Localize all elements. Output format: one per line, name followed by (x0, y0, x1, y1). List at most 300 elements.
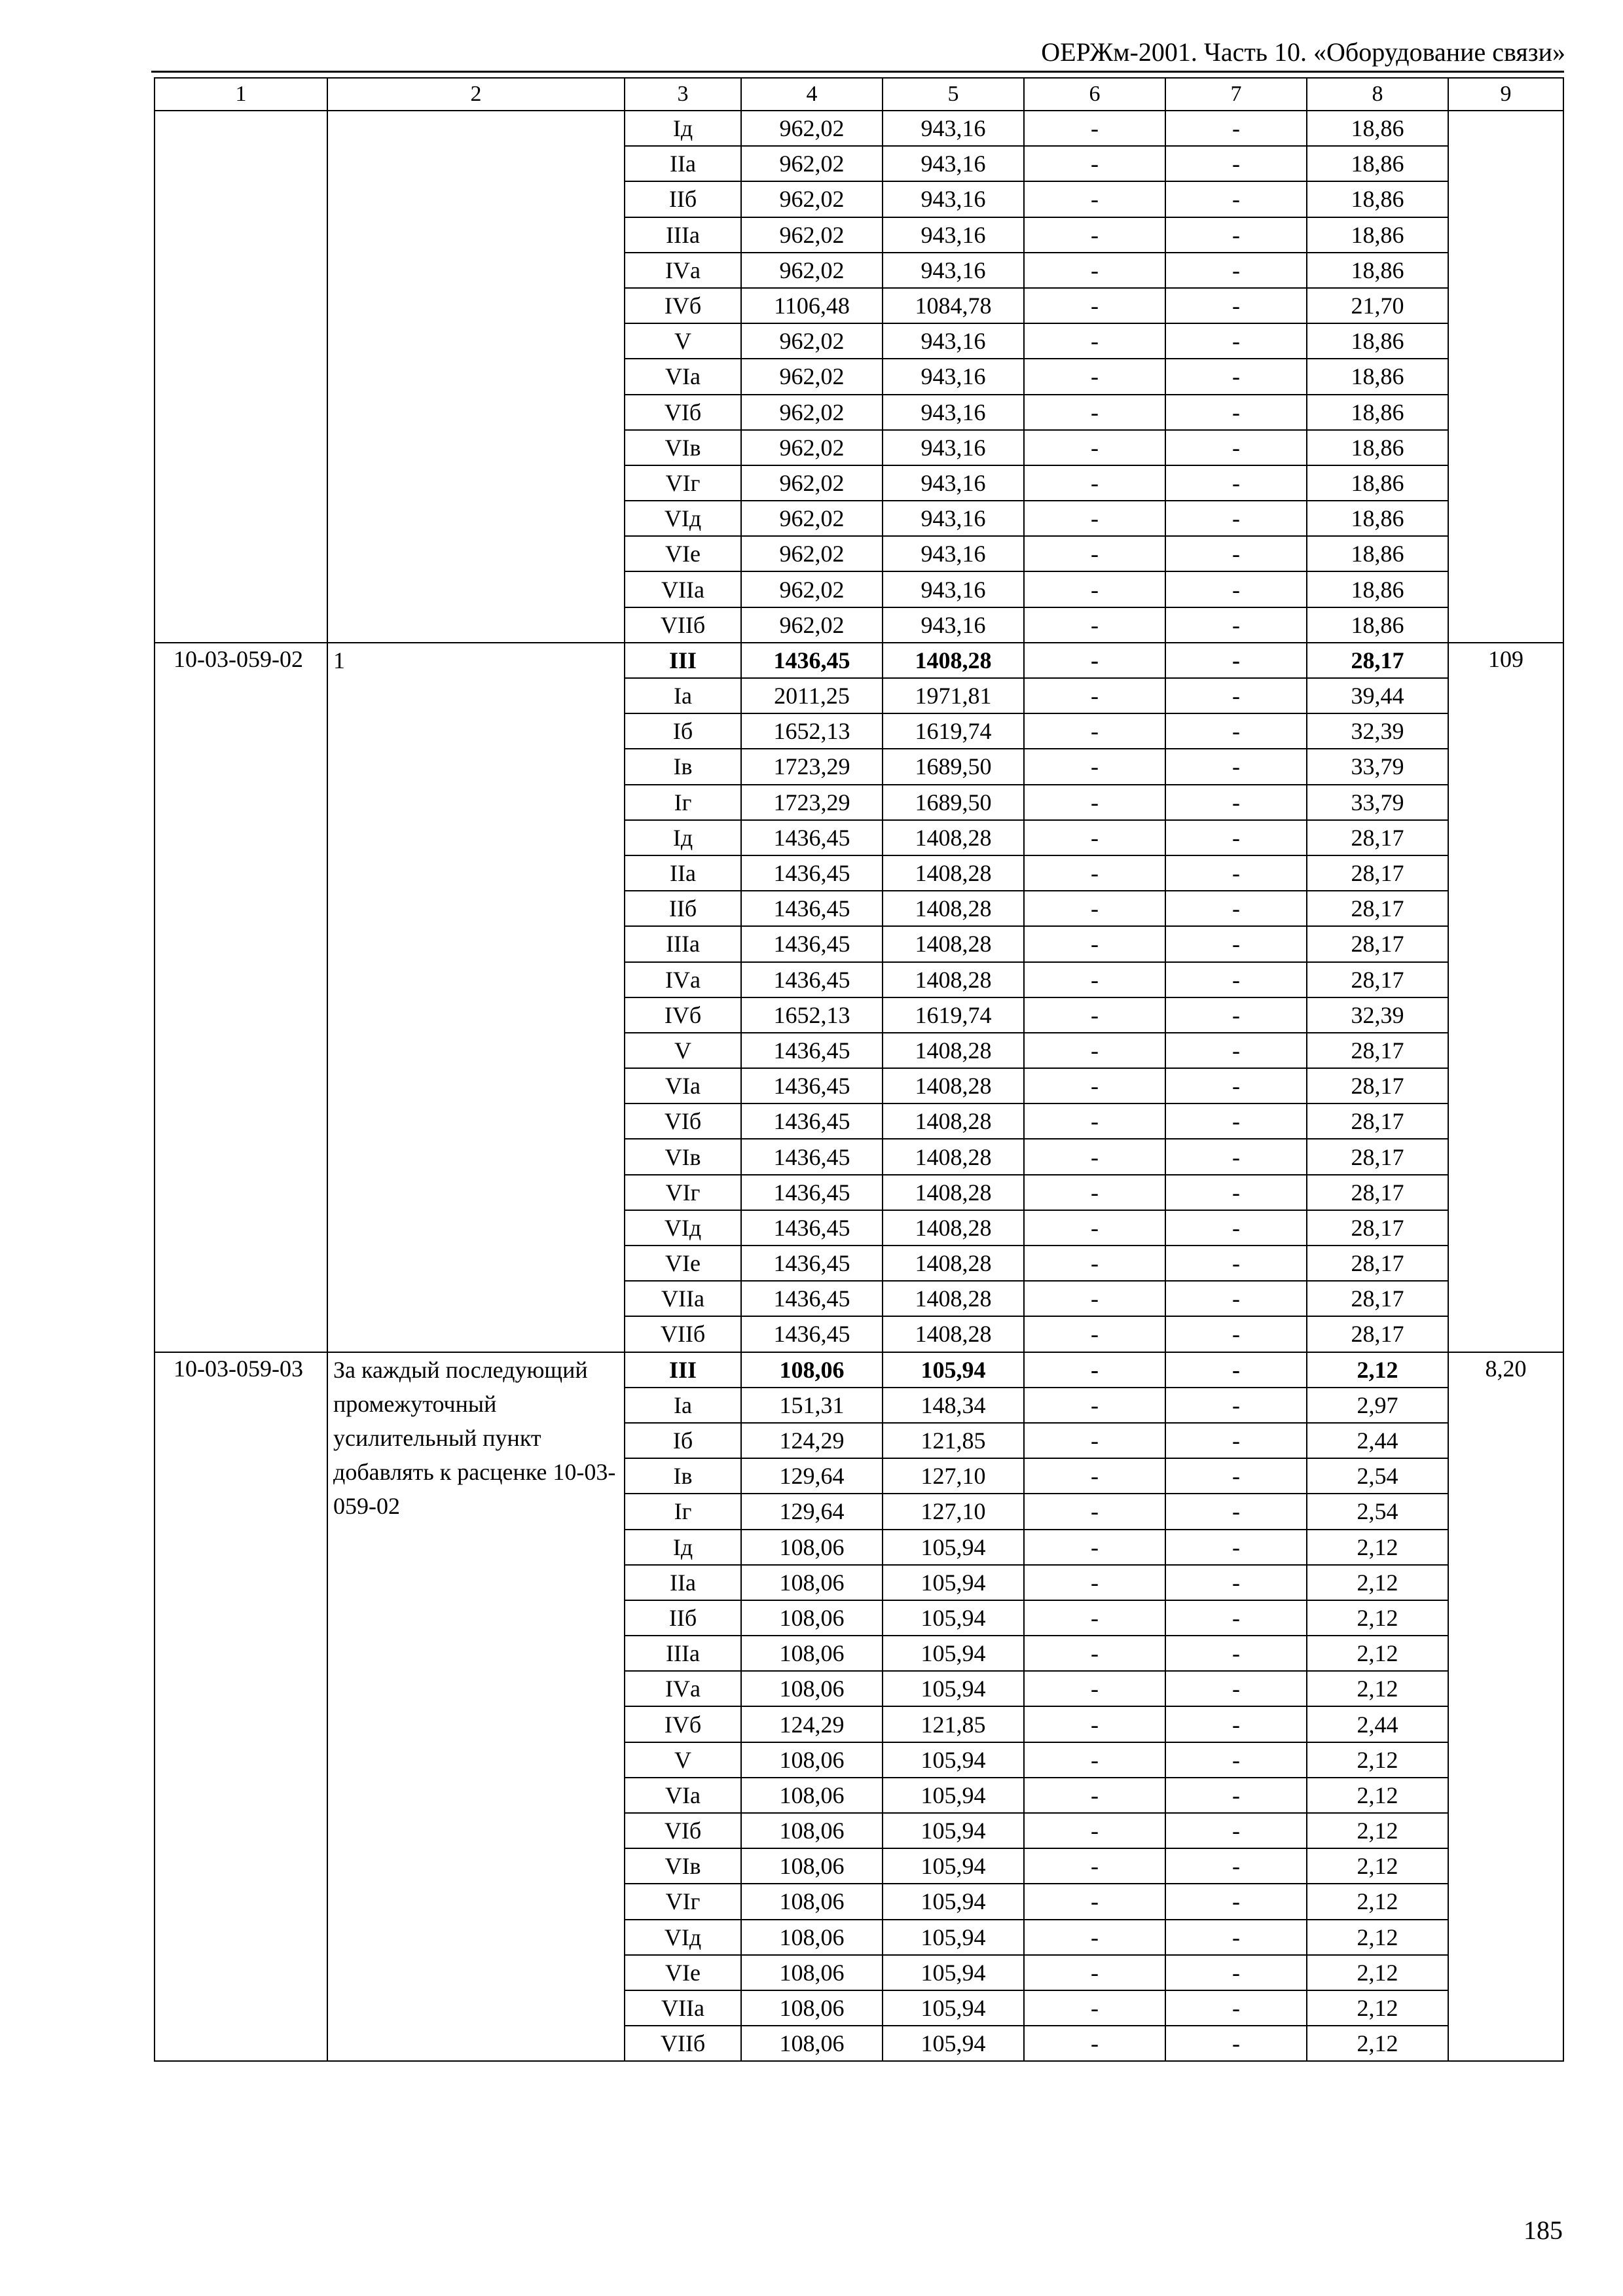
machine-cost-cell: - (1024, 1530, 1165, 1565)
machine-cost-cell: - (1024, 713, 1165, 749)
machine-cost-cell: - (1024, 1778, 1165, 1813)
material-cost-cell: 32,39 (1307, 713, 1448, 749)
machine-cost-cell: - (1024, 571, 1165, 607)
zone-cell: Iв (625, 1458, 741, 1494)
zone-cell: III (625, 1352, 741, 1388)
column-number-header: 2 (327, 78, 625, 111)
zone-cell: Iд (625, 1530, 741, 1565)
machinist-wage-cell: - (1165, 217, 1307, 253)
rate-code-cell (155, 111, 327, 643)
total-cost-cell: 1436,45 (741, 1281, 883, 1316)
machine-cost-cell: - (1024, 1388, 1165, 1423)
machinist-wage-cell: - (1165, 1706, 1307, 1742)
material-cost-cell: 2,12 (1307, 1565, 1448, 1600)
machinist-wage-cell: - (1165, 1458, 1307, 1494)
wage-cell: 105,94 (883, 1671, 1024, 1706)
material-cost-cell: 2,12 (1307, 1352, 1448, 1388)
machinist-wage-cell: - (1165, 1316, 1307, 1352)
machinist-wage-cell: - (1165, 253, 1307, 288)
machinist-wage-cell: - (1165, 1636, 1307, 1671)
machinist-wage-cell: - (1165, 1175, 1307, 1210)
wage-cell: 1408,28 (883, 1175, 1024, 1210)
zone-cell: VIе (625, 1955, 741, 1990)
wage-cell: 943,16 (883, 111, 1024, 146)
material-cost-cell: 28,17 (1307, 1139, 1448, 1174)
material-cost-cell: 28,17 (1307, 643, 1448, 678)
machinist-wage-cell: - (1165, 1565, 1307, 1600)
total-cost-cell: 108,06 (741, 1955, 883, 1990)
wage-cell: 1408,28 (883, 1246, 1024, 1281)
wage-cell: 105,94 (883, 1742, 1024, 1778)
zone-cell: VIд (625, 1920, 741, 1955)
wage-cell: 121,85 (883, 1423, 1024, 1458)
zone-cell: VIб (625, 1103, 741, 1139)
machine-cost-cell: - (1024, 1033, 1165, 1068)
machinist-wage-cell: - (1165, 1352, 1307, 1388)
total-cost-cell: 1652,13 (741, 713, 883, 749)
zone-cell: IIб (625, 181, 741, 217)
wage-cell: 943,16 (883, 607, 1024, 643)
machine-cost-cell: - (1024, 1458, 1165, 1494)
machinist-wage-cell: - (1165, 1671, 1307, 1706)
zone-cell: VIв (625, 1848, 741, 1884)
wage-cell: 105,94 (883, 1530, 1024, 1565)
material-cost-cell: 2,54 (1307, 1458, 1448, 1494)
machinist-wage-cell: - (1165, 395, 1307, 430)
total-cost-cell: 1436,45 (741, 891, 883, 926)
material-cost-cell: 18,86 (1307, 465, 1448, 501)
machine-cost-cell: - (1024, 678, 1165, 713)
machinist-wage-cell: - (1165, 1848, 1307, 1884)
total-cost-cell: 108,06 (741, 1671, 883, 1706)
zone-cell: III (625, 643, 741, 678)
material-cost-cell: 28,17 (1307, 962, 1448, 997)
total-cost-cell: 1436,45 (741, 1175, 883, 1210)
machine-cost-cell: - (1024, 643, 1165, 678)
material-cost-cell: 2,44 (1307, 1423, 1448, 1458)
zone-cell: VIб (625, 395, 741, 430)
machinist-wage-cell: - (1165, 962, 1307, 997)
zone-cell: IIIа (625, 926, 741, 961)
column-number-header: 3 (625, 78, 741, 111)
wage-cell: 105,94 (883, 1990, 1024, 2026)
table-row (155, 1352, 1563, 1388)
machine-cost-cell: - (1024, 997, 1165, 1033)
total-cost-cell: 108,06 (741, 1530, 883, 1565)
zone-cell: VIIа (625, 571, 741, 607)
machinist-wage-cell: - (1165, 111, 1307, 146)
machine-cost-cell: - (1024, 359, 1165, 394)
material-cost-cell: 18,86 (1307, 253, 1448, 288)
material-cost-cell: 18,86 (1307, 571, 1448, 607)
material-cost-cell: 2,12 (1307, 1600, 1448, 1636)
zone-cell: VIд (625, 501, 741, 536)
machine-cost-cell: - (1024, 2026, 1165, 2061)
wage-cell: 943,16 (883, 359, 1024, 394)
wage-cell: 1619,74 (883, 997, 1024, 1033)
machine-cost-cell: - (1024, 1175, 1165, 1210)
material-cost-cell: 18,86 (1307, 607, 1448, 643)
machinist-wage-cell: - (1165, 1103, 1307, 1139)
material-cost-cell: 2,12 (1307, 1671, 1448, 1706)
machinist-wage-cell: - (1165, 1990, 1307, 2026)
material-cost-cell: 18,86 (1307, 359, 1448, 394)
table-row (155, 111, 1563, 146)
wage-cell: 1408,28 (883, 1281, 1024, 1316)
material-cost-cell: 2,12 (1307, 1530, 1448, 1565)
machinist-wage-cell: - (1165, 1033, 1307, 1068)
wage-cell: 1408,28 (883, 1068, 1024, 1103)
column-number-header: 9 (1448, 78, 1563, 111)
total-cost-cell: 151,31 (741, 1388, 883, 1423)
total-cost-cell: 962,02 (741, 501, 883, 536)
wage-cell: 943,16 (883, 253, 1024, 288)
material-cost-cell: 28,17 (1307, 1316, 1448, 1352)
machine-cost-cell: - (1024, 288, 1165, 323)
labor-norm-cell: 109 (1448, 643, 1563, 1352)
wage-cell: 1408,28 (883, 855, 1024, 891)
total-cost-cell: 962,02 (741, 323, 883, 359)
zone-cell: VIг (625, 465, 741, 501)
zone-cell: IVб (625, 1706, 741, 1742)
machine-cost-cell: - (1024, 1139, 1165, 1174)
wage-cell: 148,34 (883, 1388, 1024, 1423)
column-number-header: 7 (1165, 78, 1307, 111)
zone-cell: IIб (625, 1600, 741, 1636)
machine-cost-cell: - (1024, 1246, 1165, 1281)
total-cost-cell: 108,06 (741, 1742, 883, 1778)
wage-cell: 1408,28 (883, 962, 1024, 997)
total-cost-cell: 962,02 (741, 181, 883, 217)
total-cost-cell: 124,29 (741, 1706, 883, 1742)
wage-cell: 943,16 (883, 536, 1024, 571)
machinist-wage-cell: - (1165, 181, 1307, 217)
total-cost-cell: 108,06 (741, 1352, 883, 1388)
zone-cell: VIв (625, 430, 741, 465)
material-cost-cell: 18,86 (1307, 501, 1448, 536)
material-cost-cell: 33,79 (1307, 785, 1448, 820)
material-cost-cell: 28,17 (1307, 1103, 1448, 1139)
machine-cost-cell: - (1024, 1281, 1165, 1316)
material-cost-cell: 2,12 (1307, 1920, 1448, 1955)
total-cost-cell: 962,02 (741, 430, 883, 465)
total-cost-cell: 962,02 (741, 253, 883, 288)
machinist-wage-cell: - (1165, 1778, 1307, 1813)
material-cost-cell: 28,17 (1307, 1068, 1448, 1103)
wage-cell: 1408,28 (883, 643, 1024, 678)
material-cost-cell: 18,86 (1307, 395, 1448, 430)
machine-cost-cell: - (1024, 253, 1165, 288)
material-cost-cell: 18,86 (1307, 430, 1448, 465)
labor-norm-cell: 8,20 (1448, 1352, 1563, 2062)
wage-cell: 105,94 (883, 1600, 1024, 1636)
total-cost-cell: 962,02 (741, 607, 883, 643)
zone-cell: IVб (625, 997, 741, 1033)
zone-cell: V (625, 323, 741, 359)
page-header-title: ОЕРЖм-2001. Часть 10. «Оборудование связи» (1041, 37, 1565, 67)
machinist-wage-cell: - (1165, 643, 1307, 678)
wage-cell: 943,16 (883, 501, 1024, 536)
zone-cell: VIIб (625, 2026, 741, 2061)
machine-cost-cell: - (1024, 323, 1165, 359)
machine-cost-cell: - (1024, 1706, 1165, 1742)
machine-cost-cell: - (1024, 536, 1165, 571)
machine-cost-cell: - (1024, 465, 1165, 501)
zone-cell: VIг (625, 1175, 741, 1210)
material-cost-cell: 2,12 (1307, 1778, 1448, 1813)
machine-cost-cell: - (1024, 1103, 1165, 1139)
total-cost-cell: 129,64 (741, 1458, 883, 1494)
machinist-wage-cell: - (1165, 1388, 1307, 1423)
machinist-wage-cell: - (1165, 1742, 1307, 1778)
machine-cost-cell: - (1024, 962, 1165, 997)
material-cost-cell: 28,17 (1307, 1210, 1448, 1246)
wage-cell: 1408,28 (883, 1103, 1024, 1139)
wage-cell: 105,94 (883, 1778, 1024, 1813)
machine-cost-cell: - (1024, 607, 1165, 643)
zone-cell: Iг (625, 1494, 741, 1529)
column-number-header: 6 (1024, 78, 1165, 111)
material-cost-cell: 21,70 (1307, 288, 1448, 323)
machine-cost-cell: - (1024, 146, 1165, 181)
material-cost-cell: 33,79 (1307, 749, 1448, 784)
total-cost-cell: 108,06 (741, 1848, 883, 1884)
wage-cell: 105,94 (883, 1955, 1024, 1990)
total-cost-cell: 962,02 (741, 536, 883, 571)
zone-cell: IIб (625, 891, 741, 926)
zone-cell: VIб (625, 1813, 741, 1848)
wage-cell: 105,94 (883, 1565, 1024, 1600)
machinist-wage-cell: - (1165, 536, 1307, 571)
total-cost-cell: 962,02 (741, 359, 883, 394)
machinist-wage-cell: - (1165, 607, 1307, 643)
zone-cell: V (625, 1033, 741, 1068)
machine-cost-cell: - (1024, 111, 1165, 146)
machine-cost-cell: - (1024, 749, 1165, 784)
labor-norm-cell (1448, 111, 1563, 643)
wage-cell: 943,16 (883, 146, 1024, 181)
zone-cell: IVа (625, 253, 741, 288)
zone-cell: VIе (625, 536, 741, 571)
wage-cell: 1689,50 (883, 749, 1024, 784)
machine-cost-cell: - (1024, 1423, 1165, 1458)
total-cost-cell: 1436,45 (741, 855, 883, 891)
rate-description-cell: 1 (327, 643, 625, 1352)
machine-cost-cell: - (1024, 181, 1165, 217)
wage-cell: 105,94 (883, 1920, 1024, 1955)
wage-cell: 105,94 (883, 2026, 1024, 2061)
machine-cost-cell: - (1024, 1955, 1165, 1990)
zone-cell: VIIа (625, 1990, 741, 2026)
zone-cell: Iв (625, 749, 741, 784)
wage-cell: 1408,28 (883, 1316, 1024, 1352)
machine-cost-cell: - (1024, 891, 1165, 926)
material-cost-cell: 18,86 (1307, 146, 1448, 181)
machine-cost-cell: - (1024, 926, 1165, 961)
total-cost-cell: 1436,45 (741, 820, 883, 855)
machine-cost-cell: - (1024, 1636, 1165, 1671)
column-number-header: 4 (741, 78, 883, 111)
material-cost-cell: 18,86 (1307, 217, 1448, 253)
zone-cell: IIа (625, 1565, 741, 1600)
machinist-wage-cell: - (1165, 855, 1307, 891)
zone-cell: V (625, 1742, 741, 1778)
rate-code-cell: 10-03-059-02 (155, 643, 327, 1352)
wage-cell: 943,16 (883, 430, 1024, 465)
machinist-wage-cell: - (1165, 430, 1307, 465)
machine-cost-cell: - (1024, 501, 1165, 536)
rate-description-cell: За каждый последующий промежуточный усилительный пункт добавлять к расценке 10-03-059-02 (327, 1352, 625, 2062)
zone-cell: IVб (625, 288, 741, 323)
zone-cell: IIа (625, 855, 741, 891)
machine-cost-cell: - (1024, 1813, 1165, 1848)
material-cost-cell: 2,12 (1307, 1813, 1448, 1848)
material-cost-cell: 28,17 (1307, 1033, 1448, 1068)
zone-cell: Iд (625, 820, 741, 855)
total-cost-cell: 962,02 (741, 111, 883, 146)
material-cost-cell: 39,44 (1307, 678, 1448, 713)
column-number-header: 8 (1307, 78, 1448, 111)
material-cost-cell: 18,86 (1307, 323, 1448, 359)
zone-cell: VIIа (625, 1281, 741, 1316)
machinist-wage-cell: - (1165, 2026, 1307, 2061)
table-row (155, 643, 1563, 678)
zone-cell: VIа (625, 359, 741, 394)
material-cost-cell: 18,86 (1307, 111, 1448, 146)
zone-cell: Iб (625, 1423, 741, 1458)
material-cost-cell: 32,39 (1307, 997, 1448, 1033)
total-cost-cell: 962,02 (741, 395, 883, 430)
machinist-wage-cell: - (1165, 1246, 1307, 1281)
machinist-wage-cell: - (1165, 1813, 1307, 1848)
total-cost-cell: 108,06 (741, 1636, 883, 1671)
machinist-wage-cell: - (1165, 1210, 1307, 1246)
machine-cost-cell: - (1024, 1494, 1165, 1529)
total-cost-cell: 129,64 (741, 1494, 883, 1529)
column-number-header: 1 (155, 78, 327, 111)
wage-cell: 1971,81 (883, 678, 1024, 713)
machine-cost-cell: - (1024, 820, 1165, 855)
total-cost-cell: 124,29 (741, 1423, 883, 1458)
material-cost-cell: 28,17 (1307, 891, 1448, 926)
wage-cell: 943,16 (883, 465, 1024, 501)
total-cost-cell: 1723,29 (741, 785, 883, 820)
machinist-wage-cell: - (1165, 1281, 1307, 1316)
total-cost-cell: 2011,25 (741, 678, 883, 713)
machinist-wage-cell: - (1165, 713, 1307, 749)
wage-cell: 127,10 (883, 1458, 1024, 1494)
zone-cell: VIIб (625, 607, 741, 643)
machinist-wage-cell: - (1165, 785, 1307, 820)
machinist-wage-cell: - (1165, 1955, 1307, 1990)
total-cost-cell: 108,06 (741, 1565, 883, 1600)
material-cost-cell: 18,86 (1307, 181, 1448, 217)
wage-cell: 1408,28 (883, 820, 1024, 855)
machine-cost-cell: - (1024, 855, 1165, 891)
zone-cell: VIв (625, 1139, 741, 1174)
total-cost-cell: 1436,45 (741, 962, 883, 997)
machine-cost-cell: - (1024, 1920, 1165, 1955)
machinist-wage-cell: - (1165, 1884, 1307, 1919)
machine-cost-cell: - (1024, 1600, 1165, 1636)
total-cost-cell: 962,02 (741, 465, 883, 501)
rates-table (154, 77, 1564, 2062)
total-cost-cell: 1723,29 (741, 749, 883, 784)
machine-cost-cell: - (1024, 785, 1165, 820)
machinist-wage-cell: - (1165, 926, 1307, 961)
material-cost-cell: 2,12 (1307, 1990, 1448, 2026)
wage-cell: 943,16 (883, 571, 1024, 607)
machinist-wage-cell: - (1165, 1530, 1307, 1565)
machinist-wage-cell: - (1165, 678, 1307, 713)
zone-cell: Iг (625, 785, 741, 820)
machinist-wage-cell: - (1165, 1423, 1307, 1458)
wage-cell: 1408,28 (883, 926, 1024, 961)
total-cost-cell: 1652,13 (741, 997, 883, 1033)
total-cost-cell: 1436,45 (741, 1316, 883, 1352)
material-cost-cell: 28,17 (1307, 1175, 1448, 1210)
zone-cell: IVа (625, 1671, 741, 1706)
machinist-wage-cell: - (1165, 1920, 1307, 1955)
zone-cell: Iа (625, 678, 741, 713)
material-cost-cell: 2,97 (1307, 1388, 1448, 1423)
total-cost-cell: 108,06 (741, 1990, 883, 2026)
wage-cell: 105,94 (883, 1848, 1024, 1884)
machine-cost-cell: - (1024, 1848, 1165, 1884)
machinist-wage-cell: - (1165, 323, 1307, 359)
wage-cell: 943,16 (883, 395, 1024, 430)
wage-cell: 1408,28 (883, 1033, 1024, 1068)
machinist-wage-cell: - (1165, 288, 1307, 323)
total-cost-cell: 1436,45 (741, 1246, 883, 1281)
machinist-wage-cell: - (1165, 359, 1307, 394)
material-cost-cell: 2,12 (1307, 1636, 1448, 1671)
machine-cost-cell: - (1024, 395, 1165, 430)
wage-cell: 1408,28 (883, 891, 1024, 926)
wage-cell: 105,94 (883, 1636, 1024, 1671)
zone-cell: Iб (625, 713, 741, 749)
total-cost-cell: 1106,48 (741, 288, 883, 323)
machine-cost-cell: - (1024, 1210, 1165, 1246)
machinist-wage-cell: - (1165, 1139, 1307, 1174)
zone-cell: IVа (625, 962, 741, 997)
material-cost-cell: 2,12 (1307, 1742, 1448, 1778)
material-cost-cell: 28,17 (1307, 1246, 1448, 1281)
wage-cell: 1408,28 (883, 1210, 1024, 1246)
wage-cell: 1408,28 (883, 1139, 1024, 1174)
wage-cell: 127,10 (883, 1494, 1024, 1529)
rate-code-cell: 10-03-059-03 (155, 1352, 327, 2062)
zone-cell: VIIб (625, 1316, 741, 1352)
total-cost-cell: 1436,45 (741, 1033, 883, 1068)
machine-cost-cell: - (1024, 1565, 1165, 1600)
wage-cell: 105,94 (883, 1884, 1024, 1919)
zone-cell: IIIа (625, 1636, 741, 1671)
rates-table-body (155, 78, 1563, 2061)
zone-cell: VIд (625, 1210, 741, 1246)
total-cost-cell: 962,02 (741, 217, 883, 253)
total-cost-cell: 108,06 (741, 1778, 883, 1813)
material-cost-cell: 28,17 (1307, 820, 1448, 855)
total-cost-cell: 962,02 (741, 146, 883, 181)
zone-cell: IIа (625, 146, 741, 181)
machine-cost-cell: - (1024, 1671, 1165, 1706)
rate-description-cell (327, 111, 625, 643)
page-number: 185 (1523, 2215, 1563, 2245)
machine-cost-cell: - (1024, 430, 1165, 465)
machine-cost-cell: - (1024, 1352, 1165, 1388)
total-cost-cell: 962,02 (741, 571, 883, 607)
